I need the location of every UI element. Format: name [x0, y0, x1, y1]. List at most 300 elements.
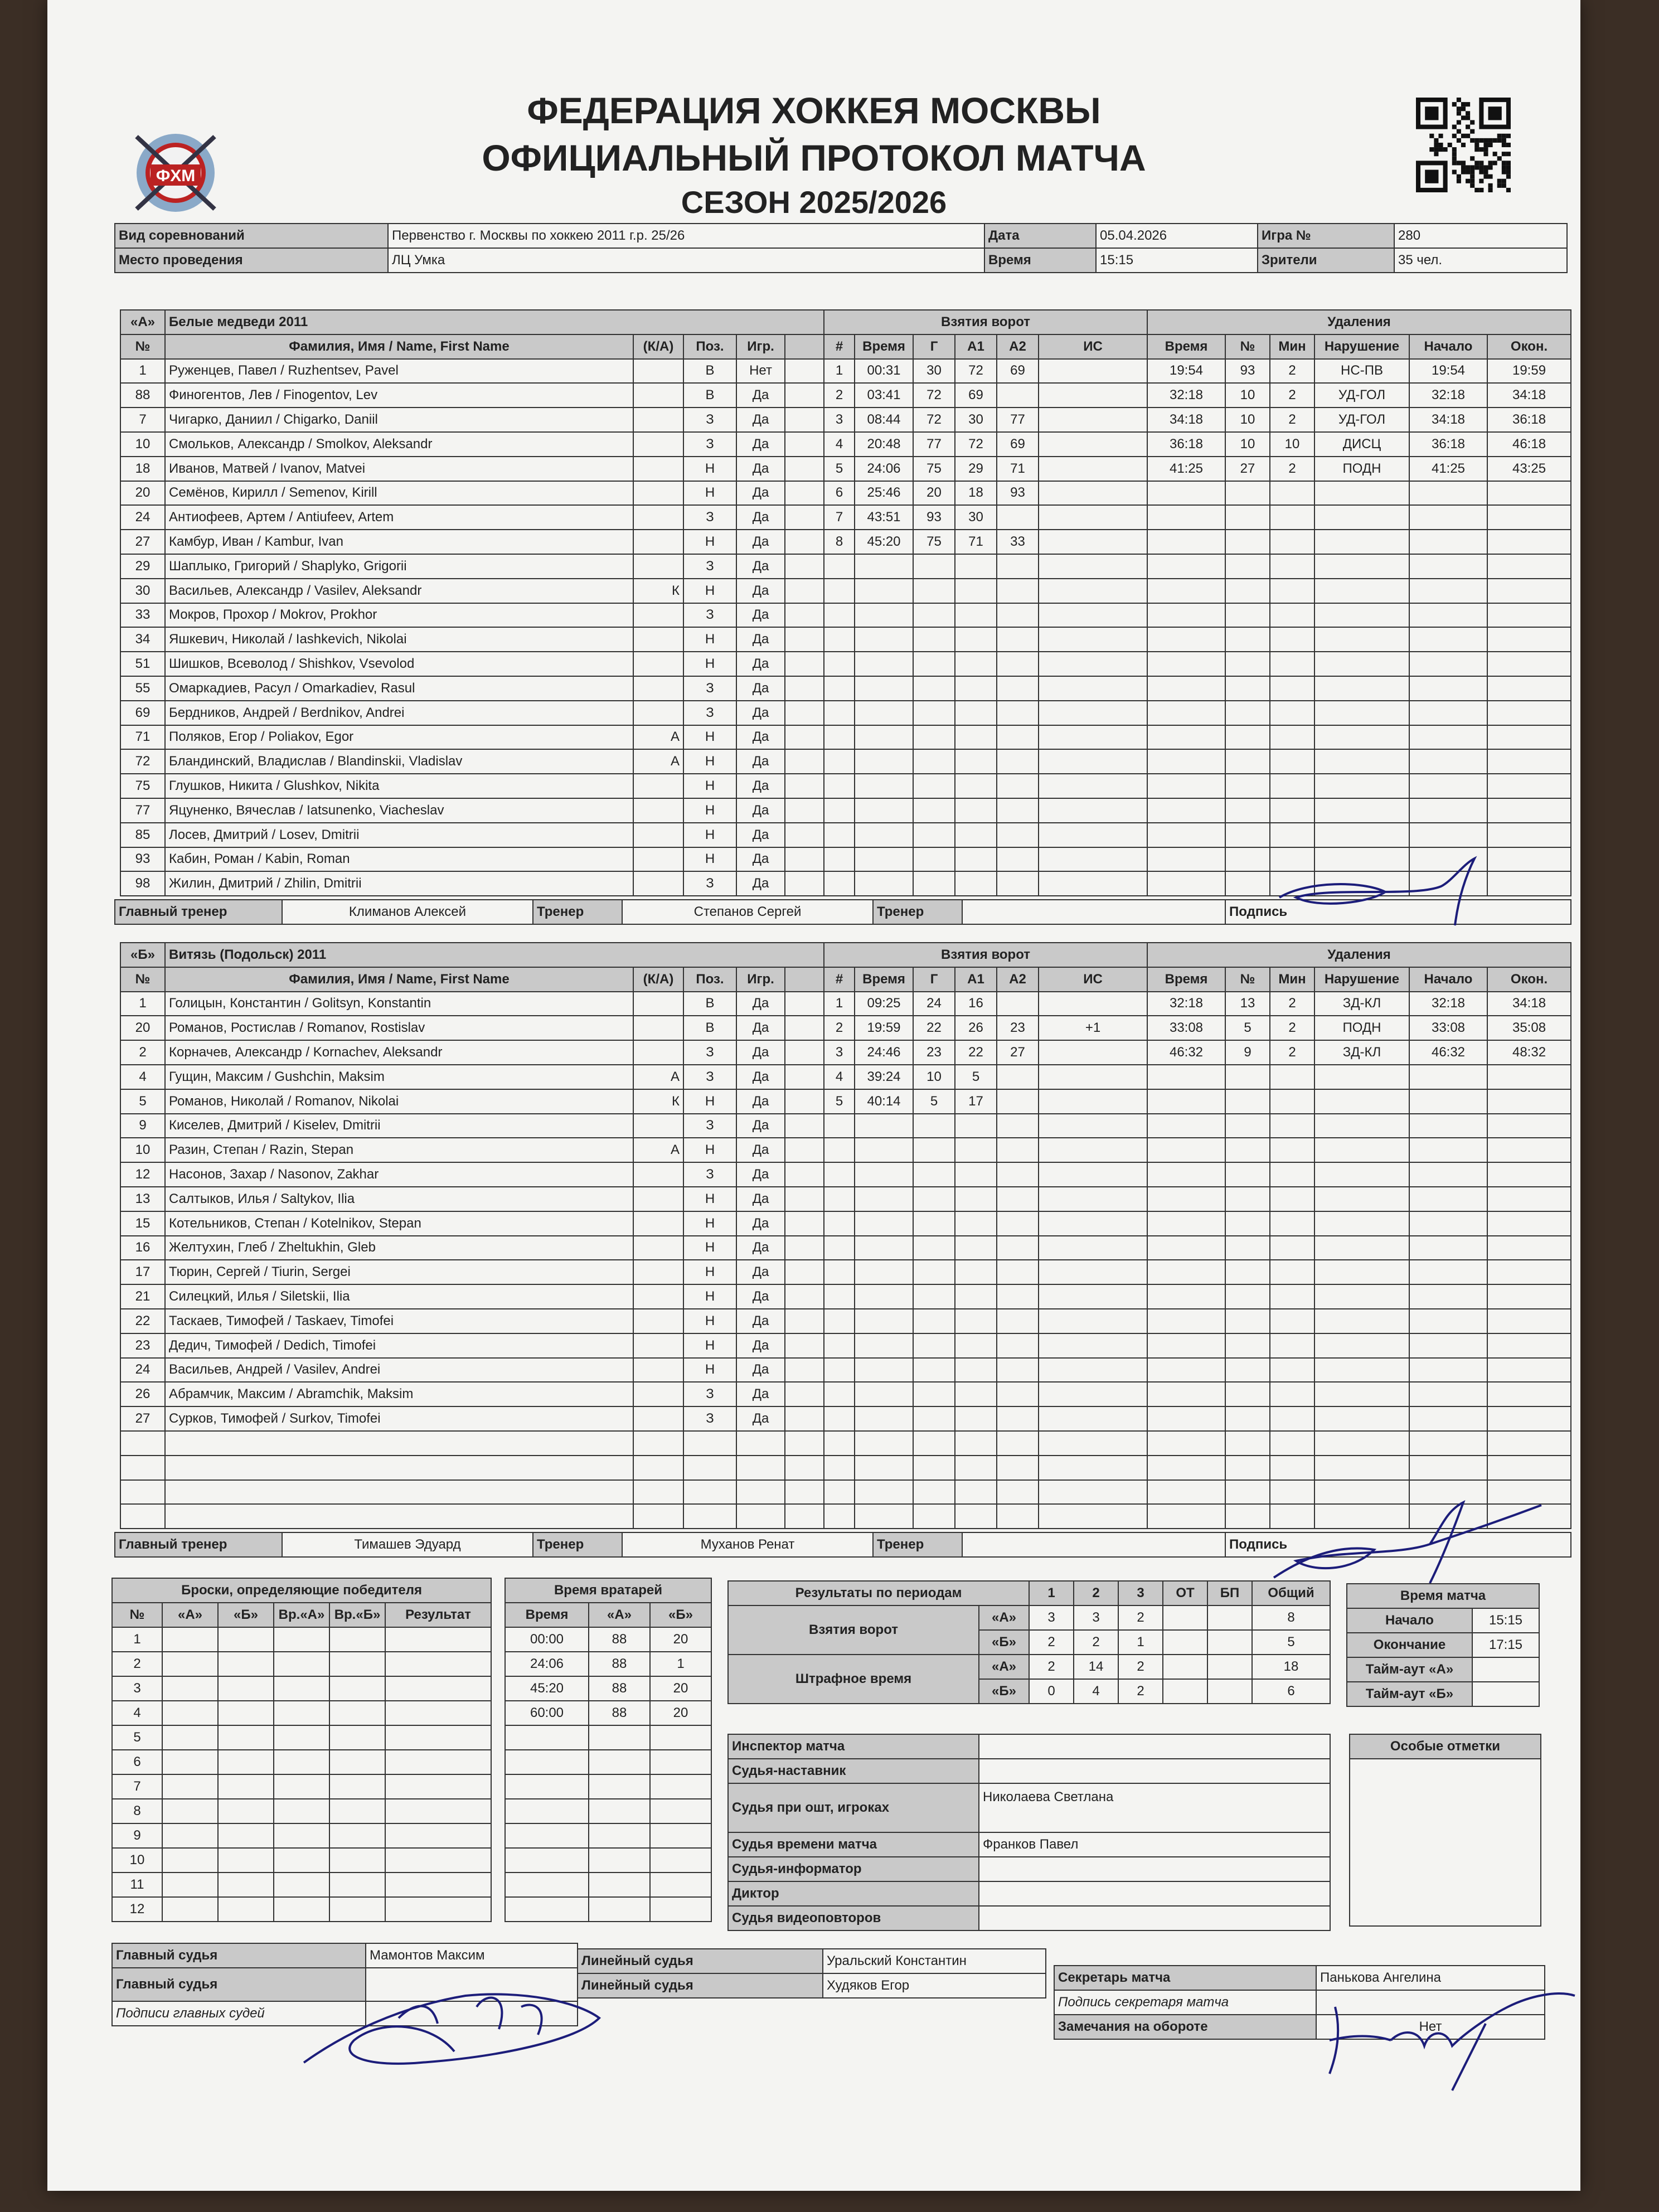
player-number: 88 [120, 383, 165, 408]
timeout-b-label: Тайм-аут «Б» [1347, 1682, 1472, 1706]
penalty-cell: 34:18 [1487, 383, 1571, 408]
player-name: Чигарко, Даниил / Chigarko, Daniil [165, 408, 633, 432]
signature-secretary [1318, 1985, 1586, 2096]
player-played: Да [736, 457, 785, 481]
shootout-title: Броски, определяющие победителя [112, 1578, 491, 1603]
venue-label: Место проведения [115, 248, 388, 273]
player-position: З [683, 432, 736, 457]
player-number: 29 [120, 554, 165, 579]
trainer2-label: Тренер [873, 900, 962, 924]
penalty-cell: 19:59 [1487, 359, 1571, 384]
shootout-number: 4 [112, 1701, 162, 1725]
shootout-row [112, 1701, 491, 1725]
timekeeper-label: Судья времени матча [728, 1832, 979, 1857]
player-number: 21 [120, 1284, 165, 1309]
penalty-cell: 41:25 [1409, 457, 1487, 481]
video-judge-label: Судья видеоповторов [728, 1906, 979, 1930]
player-number: 4 [120, 1065, 165, 1089]
goal-cell: 23 [913, 1040, 955, 1065]
period-cell [1163, 1630, 1207, 1655]
table-row [120, 481, 824, 506]
goals-title: Взятия ворот [824, 943, 1147, 967]
player-captain [633, 1456, 683, 1480]
player-captain [633, 1504, 683, 1529]
period-cell: 5 [1252, 1630, 1330, 1655]
player-position: Н [683, 481, 736, 506]
trainer-value: Степанов Сергей [622, 900, 873, 924]
table-row [120, 554, 824, 579]
player-captain: К [633, 1089, 683, 1114]
goal-cell: 93 [997, 481, 1039, 506]
col-pen-violation: Нарушение [1314, 967, 1409, 992]
player-name: Дедич, Тимофей / Dedich, Timofei [165, 1333, 633, 1358]
logo-text: ФХМ [156, 167, 196, 185]
col-strength: ИС [1039, 967, 1147, 992]
period-cell: 18 [1252, 1655, 1330, 1679]
player-position: Н [683, 1309, 736, 1333]
shootout-row [112, 1848, 491, 1873]
head-coach-label: Главный тренер [115, 900, 282, 924]
col-name: Фамилия, Имя / Name, First Name [165, 967, 633, 992]
player-captain [633, 359, 683, 384]
table-row [120, 432, 824, 457]
player-number: 20 [120, 1016, 165, 1040]
player-played: Да [736, 579, 785, 603]
player-name: Романов, Николай / Romanov, Nikolai [165, 1089, 633, 1114]
player-position: Н [683, 1089, 736, 1114]
player-name [165, 1480, 633, 1505]
penalty-cell: 10 [1225, 383, 1270, 408]
goal-cell: 23 [997, 1016, 1039, 1040]
protocol-title: ОФИЦИАЛЬНЫЙ ПРОТОКОЛ МАТЧА [482, 137, 1146, 178]
main-referee-2-label: Главный судья [112, 1968, 366, 2001]
spectators-value: 35 чел. [1394, 248, 1567, 273]
player-name: Яцуненко, Вячеслав / Iatsunenko, Viacheslav [165, 798, 633, 823]
penalty-cell: 46:32 [1147, 1040, 1225, 1065]
penalty-cell: 10 [1270, 432, 1314, 457]
table-row [120, 627, 824, 652]
player-played: Да [736, 823, 785, 847]
player-position: З [683, 1065, 736, 1089]
head-coach-label: Главный тренер [115, 1532, 282, 1557]
player-played: Да [736, 725, 785, 750]
player-captain [633, 701, 683, 725]
player-name: Кабин, Роман / Kabin, Roman [165, 847, 633, 872]
shootout-row [112, 1897, 491, 1922]
player-played: Да [736, 554, 785, 579]
player-played: Да [736, 1040, 785, 1065]
col-goal-number: # [824, 334, 855, 359]
periods-title: Результаты по периодам [728, 1581, 1029, 1605]
penalty-cell: 2 [1270, 1040, 1314, 1065]
player-captain [633, 1358, 683, 1382]
player-number: 93 [120, 847, 165, 872]
goal-row [824, 359, 1147, 384]
shootout-number: 7 [112, 1774, 162, 1799]
goalie-row [505, 1627, 711, 1652]
player-captain [633, 1040, 683, 1065]
period-col: Общий [1252, 1581, 1330, 1605]
match-time-title: Время матча [1347, 1584, 1539, 1608]
goal-cell: 00:31 [855, 359, 913, 384]
goal-cell [1039, 1040, 1147, 1065]
player-position: Н [683, 530, 736, 554]
table-row [120, 1114, 824, 1138]
penalty-cell: НС-ПВ [1314, 359, 1409, 384]
col-pen-end: Окон. [1487, 334, 1571, 359]
player-number: 23 [120, 1333, 165, 1358]
shootout-number: 11 [112, 1873, 162, 1897]
line-referee-1-value: Уральский Константин [823, 1949, 1046, 1973]
announcer-label: Диктор [728, 1881, 979, 1906]
period-row-label: Штрафное время [728, 1655, 979, 1704]
player-name [165, 1456, 633, 1480]
player-played: Да [736, 1065, 785, 1089]
table-row [120, 749, 824, 774]
goal-cell: 5 [955, 1065, 997, 1089]
player-captain [633, 652, 683, 676]
penalty-cell: 33:08 [1147, 1016, 1225, 1040]
goal-cell: 72 [913, 408, 955, 432]
team-tag: «Б» [120, 943, 165, 967]
period-team: «А» [979, 1605, 1029, 1630]
player-captain [633, 408, 683, 432]
period-col: БП [1207, 1581, 1252, 1605]
penalty-row [1147, 383, 1571, 408]
player-captain: А [633, 1138, 683, 1162]
player-played: Да [736, 1016, 785, 1040]
player-captain [633, 1333, 683, 1358]
player-played: Да [736, 992, 785, 1016]
penalty-cell: 19:54 [1409, 359, 1487, 384]
player-name: Бердников, Андрей / Berdnikov, Andrei [165, 701, 633, 725]
table-row [120, 1456, 824, 1480]
player-name: Камбур, Иван / Kambur, Ivan [165, 530, 633, 554]
head-coach-value: Климанов Алексей [282, 900, 533, 924]
goal-cell: 5 [824, 457, 855, 481]
penalty-cell: 41:25 [1147, 457, 1225, 481]
table-row [120, 457, 824, 481]
player-played: Да [736, 1358, 785, 1382]
player-name: Лосев, Дмитрий / Losev, Dmitrii [165, 823, 633, 847]
player-number: 9 [120, 1114, 165, 1138]
player-played: Да [736, 798, 785, 823]
goalie-row [505, 1652, 711, 1676]
player-played: Да [736, 530, 785, 554]
shootout-row [112, 1676, 491, 1701]
player-position: В [683, 383, 736, 408]
player-played: Да [736, 603, 785, 628]
goal-cell: 03:41 [855, 383, 913, 408]
player-played: Да [736, 627, 785, 652]
player-position: Н [683, 1260, 736, 1284]
player-name: Голицын, Константин / Golitsyn, Konstantin [165, 992, 633, 1016]
player-position: Н [683, 652, 736, 676]
main-referee-1-value: Мамонтов Максим [366, 1943, 578, 1968]
player-played: Да [736, 847, 785, 872]
player-played: Да [736, 1333, 785, 1358]
col-goal-scorer: Г [913, 334, 955, 359]
penalty-cell: 32:18 [1147, 992, 1225, 1016]
player-position [683, 1480, 736, 1505]
player-captain [633, 383, 683, 408]
goal-cell: 4 [824, 432, 855, 457]
player-number: 15 [120, 1211, 165, 1236]
goal-cell: 22 [955, 1040, 997, 1065]
head-coach-value: Тимашев Эдуард [282, 1532, 533, 1557]
table-row [120, 1065, 824, 1089]
player-number: 27 [120, 530, 165, 554]
period-cell: 2 [1029, 1655, 1074, 1679]
competition-label: Вид соревнований [115, 224, 388, 248]
goal-cell: 7 [824, 505, 855, 530]
period-cell: 8 [1252, 1605, 1330, 1630]
player-name: Смольков, Александр / Smolkov, Aleksandr [165, 432, 633, 457]
player-captain: А [633, 749, 683, 774]
col-goal-time: Время [855, 967, 913, 992]
start-value: 15:15 [1472, 1608, 1539, 1633]
col-name: Фамилия, Имя / Name, First Name [165, 334, 633, 359]
game-label: Игра № [1258, 224, 1394, 248]
player-position: Н [683, 1211, 736, 1236]
goal-cell [997, 1065, 1039, 1089]
player-position: Н [683, 823, 736, 847]
goal-cell: 72 [955, 359, 997, 384]
goal-row [824, 408, 1147, 432]
table-row [120, 1162, 824, 1187]
period-cell [1207, 1630, 1252, 1655]
period-cell: 4 [1074, 1679, 1118, 1704]
col-assist1: А1 [955, 334, 997, 359]
period-team: «Б» [979, 1630, 1029, 1655]
goal-row [824, 1065, 1147, 1089]
teamA-penalties-table [1147, 309, 1571, 896]
shootout-number: 9 [112, 1823, 162, 1848]
player-position: З [683, 408, 736, 432]
col-pen-end: Окон. [1487, 967, 1571, 992]
goal-cell [1039, 457, 1147, 481]
player-position: В [683, 1016, 736, 1040]
col-pen-start: Начало [1409, 967, 1487, 992]
col-pen-minutes: Мин [1270, 334, 1314, 359]
penalty-row [1147, 992, 1571, 1016]
player-number [120, 1480, 165, 1505]
main-referee-1-label: Главный судья [112, 1943, 366, 1968]
col-assist2: А2 [997, 334, 1039, 359]
player-position: Н [683, 847, 736, 872]
period-cell: 6 [1252, 1679, 1330, 1704]
player-captain [633, 1236, 683, 1260]
col-pen-violation: Нарушение [1314, 334, 1409, 359]
player-captain [633, 1431, 683, 1456]
goalie-cell: 88 [589, 1676, 650, 1701]
table-row [120, 1431, 824, 1456]
player-position: З [683, 505, 736, 530]
player-name: Абрамчик, Максим / Abramchik, Maksim [165, 1382, 633, 1406]
player-position: З [683, 1162, 736, 1187]
player-played: Да [736, 481, 785, 506]
player-played [736, 1504, 785, 1529]
period-cell: 2 [1118, 1679, 1163, 1704]
player-number [120, 1504, 165, 1529]
penalties-title: Удаления [1147, 310, 1571, 334]
table-row [120, 1040, 824, 1065]
timeout-a-label: Тайм-аут «А» [1347, 1657, 1472, 1682]
player-captain [633, 1309, 683, 1333]
goal-cell: 29 [955, 457, 997, 481]
penalty-cell: 2 [1270, 383, 1314, 408]
goal-cell: 10 [913, 1065, 955, 1089]
line-referee-2-label: Линейный судья [578, 1973, 823, 1998]
goal-row [824, 530, 1147, 554]
col-pen-time: Время [1147, 334, 1225, 359]
venue-value: ЛЦ Умка [388, 248, 984, 273]
remarks-value: Нет [1316, 2015, 1545, 2039]
table-row [120, 1333, 824, 1358]
team-name: Белые медведи 2011 [165, 310, 824, 334]
goalie-cell: 88 [589, 1701, 650, 1725]
goal-cell [1039, 530, 1147, 554]
remarks-label: Замечания на обороте [1054, 2015, 1316, 2039]
player-name: Васильев, Андрей / Vasilev, Andrei [165, 1358, 633, 1382]
penalty-cell: 36:18 [1409, 432, 1487, 457]
col-goal-time: Время [855, 334, 913, 359]
penalty-cell: УД-ГОЛ [1314, 408, 1409, 432]
player-played: Да [736, 1382, 785, 1406]
player-number: 72 [120, 749, 165, 774]
player-name: Бландинский, Владислав / Blandinskii, Vladislav [165, 749, 633, 774]
goal-row [824, 481, 1147, 506]
goal-cell: 69 [955, 383, 997, 408]
period-cell: 3 [1074, 1605, 1118, 1630]
penalty-cell: 33:08 [1409, 1016, 1487, 1040]
goal-cell: 20:48 [855, 432, 913, 457]
penalty-cell: 93 [1225, 359, 1270, 384]
col-pen-minutes: Мин [1270, 967, 1314, 992]
penalty-row [1147, 457, 1571, 481]
player-name: Тюрин, Сергей / Tiurin, Sergei [165, 1260, 633, 1284]
player-played: Да [736, 1187, 785, 1211]
goal-cell: 3 [824, 408, 855, 432]
player-played: Да [736, 701, 785, 725]
goal-cell: 27 [997, 1040, 1039, 1065]
team-name: Витязь (Подольск) 2011 [165, 943, 824, 967]
player-position: Н [683, 1333, 736, 1358]
period-team: «Б» [979, 1679, 1029, 1704]
period-cell: 1 [1118, 1630, 1163, 1655]
goal-cell: 77 [997, 408, 1039, 432]
player-played: Да [736, 652, 785, 676]
goal-cell [997, 505, 1039, 530]
player-played: Да [736, 1089, 785, 1114]
period-cell: 2 [1074, 1630, 1118, 1655]
player-captain [633, 1284, 683, 1309]
penalty-cell: 48:32 [1487, 1040, 1571, 1065]
player-name: Киселев, Дмитрий / Kiselev, Dmitrii [165, 1114, 633, 1138]
penalty-cell: 32:18 [1147, 383, 1225, 408]
goal-cell [1039, 432, 1147, 457]
player-number: 98 [120, 871, 165, 896]
period-row-label: Взятия ворот [728, 1605, 979, 1655]
mentor-label: Судья-наставник [728, 1759, 979, 1783]
col-position: Поз. [683, 334, 736, 359]
shootout-col: Вр.«А» [274, 1603, 329, 1627]
trainer-label: Тренер [533, 1532, 622, 1557]
player-position: З [683, 554, 736, 579]
penalty-cell: 46:18 [1487, 432, 1571, 457]
col-played: Игр. [736, 334, 785, 359]
penalty-row [1147, 359, 1571, 384]
timekeeper-value: Франков Павел [979, 1832, 1330, 1857]
table-row [120, 823, 824, 847]
penalty-cell: 2 [1270, 1016, 1314, 1040]
player-position: З [683, 1040, 736, 1065]
line-referees-table [577, 1948, 1046, 1998]
period-cell: 2 [1118, 1605, 1163, 1630]
goal-cell: +1 [1039, 1016, 1147, 1040]
date-value: 05.04.2026 [1096, 224, 1258, 248]
player-number: 30 [120, 579, 165, 603]
table-row [120, 1504, 824, 1529]
penalty-cell: 35:08 [1487, 1016, 1571, 1040]
col-pen-time: Время [1147, 967, 1225, 992]
player-captain [633, 1260, 683, 1284]
penalty-row [1147, 408, 1571, 432]
player-played: Да [736, 1236, 785, 1260]
period-cell [1163, 1679, 1207, 1704]
col-goal-number: # [824, 967, 855, 992]
penalties-title: Удаления [1147, 943, 1571, 967]
period-cell [1207, 1679, 1252, 1704]
player-captain: А [633, 1065, 683, 1089]
period-cell [1163, 1605, 1207, 1630]
shootout-row [112, 1750, 491, 1774]
player-position [683, 1431, 736, 1456]
player-played: Да [736, 871, 785, 896]
table-row [120, 1284, 824, 1309]
player-name: Руженцев, Павел / Ruzhentsev, Pavel [165, 359, 633, 384]
goal-row [824, 1040, 1147, 1065]
shootout-row [112, 1823, 491, 1848]
player-captain [633, 1211, 683, 1236]
penalty-row [1147, 1016, 1571, 1040]
period-cell: 3 [1029, 1605, 1074, 1630]
goal-cell: 45:20 [855, 530, 913, 554]
player-played [736, 1456, 785, 1480]
match-time-table [1346, 1583, 1540, 1707]
player-number: 71 [120, 725, 165, 750]
protocol-sheet [47, 0, 1580, 2191]
shootout-col: № [112, 1603, 162, 1627]
player-number: 10 [120, 1138, 165, 1162]
period-cell [1163, 1655, 1207, 1679]
goal-cell: 43:51 [855, 505, 913, 530]
goalie-cell: 24:06 [505, 1652, 589, 1676]
penalty-cell: 2 [1270, 408, 1314, 432]
player-name: Салтыков, Илья / Saltykov, Ilia [165, 1187, 633, 1211]
table-row [120, 359, 824, 384]
period-col: 1 [1029, 1581, 1074, 1605]
player-position: Н [683, 1358, 736, 1382]
player-number: 51 [120, 652, 165, 676]
goal-cell: 30 [955, 505, 997, 530]
player-captain [633, 1114, 683, 1138]
player-captain [633, 432, 683, 457]
table-row [120, 725, 824, 750]
goal-cell: 1 [824, 359, 855, 384]
goal-cell: 40:14 [855, 1089, 913, 1114]
goal-cell: 69 [997, 432, 1039, 457]
